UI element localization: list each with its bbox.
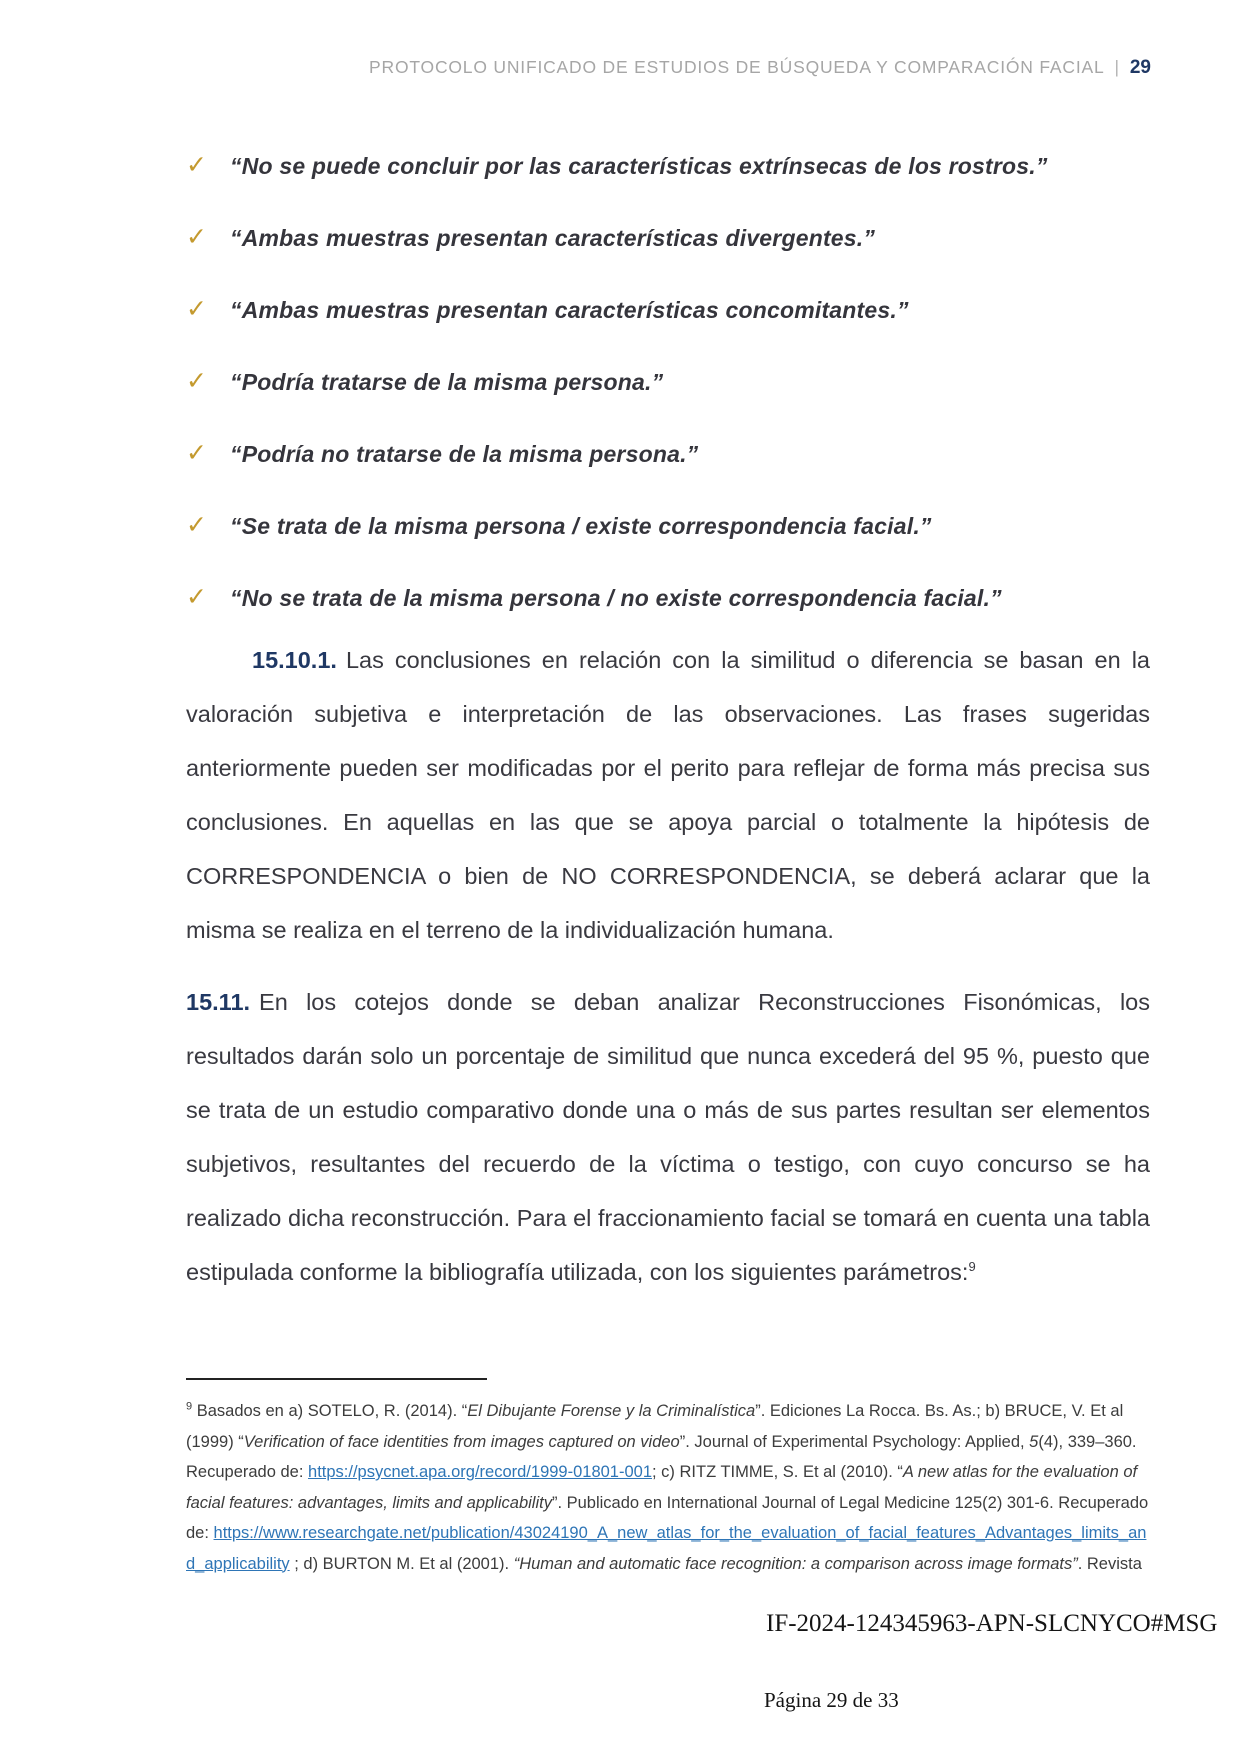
- footnote-italic-text: El Dibujante Forense y la Criminalística: [467, 1402, 756, 1420]
- header-separator: |: [1114, 57, 1120, 77]
- paragraph-15-10-1: [186, 633, 1150, 957]
- checklist-item-text: “Podría no tratarse de la misma persona.”: [230, 441, 699, 467]
- checkmark-icon: ✓: [186, 223, 207, 251]
- checklist-item: [186, 584, 1150, 612]
- footnote-text: ; c) RITZ TIMME, S. Et al (2010). “: [652, 1463, 903, 1481]
- checkmark-icon: ✓: [186, 151, 207, 179]
- paragraph-15-11: [186, 975, 1150, 1299]
- checkmark-icon: ✓: [186, 583, 207, 611]
- footnote-italic-text: “Human and automatic face recognition: a comparison across image formats”: [513, 1554, 1078, 1573]
- footnote-text: ; d) BURTON M. Et al (2001).: [289, 1554, 514, 1573]
- footnote-italic-text: 5: [1029, 1432, 1039, 1451]
- checklist-item: [186, 512, 1150, 540]
- footnote-marker: 9: [186, 1400, 193, 1413]
- checklist-item-text: “No se puede concluir por las características extrínsecas de los rostros.”: [230, 153, 1048, 179]
- footnote-text: ”. Ediciones La Rocca. Bs. As.; b) BRUCE, V. Et al (1999) “: [186, 1402, 1124, 1451]
- record-id-stamp: IF-2024-124345963-APN-SLCNYCO#MSG: [766, 1610, 1218, 1637]
- footnote-separator-rule: [186, 1378, 487, 1380]
- checklist-item: [186, 368, 1150, 396]
- checklist-item-text: “Ambas muestras presentan características concomitantes.”: [230, 297, 909, 323]
- checklist-item-text: “No se trata de la misma persona / no existe correspondencia facial.”: [230, 585, 1002, 611]
- paragraph-text: Las conclusiones en relación con la similitud o diferencia se basan en la valoración subjetiva e interpretación de las observaciones. Las frases sugeridas anteriormente pueden ser modificadas por el perito para reflejar de forma más precisa sus conclusiones. En aquellas en las que se apoya parcial o totalmente la hipótesis de CORRESPONDENCIA o bien de NO CORRESPONDENCIA, se deberá aclarar que la misma se realiza en el terreno de la individualización humana.: [186, 647, 1150, 943]
- checklist-item: [186, 440, 1150, 468]
- checkmark-icon: ✓: [186, 439, 207, 467]
- page-number-label: Página 29 de 33: [764, 1688, 899, 1712]
- checklist-item-text: “Ambas muestras presentan características divergentes.”: [230, 225, 876, 251]
- footnote-text: . Revista: [1077, 1554, 1142, 1573]
- footnote-9: [186, 1396, 1150, 1579]
- checklist-item-text: “Podría tratarse de la misma persona.”: [230, 369, 664, 395]
- conclusions-checklist: [186, 152, 1150, 656]
- section-number: 15.10.1.: [252, 647, 337, 673]
- header-page-number: 29: [1129, 57, 1151, 78]
- page-header: [369, 57, 1151, 79]
- footnote-reference: 9: [968, 1259, 976, 1275]
- footnote-text: (4), 339–360. Recuperado de:: [186, 1432, 1137, 1481]
- footnote-italic-text: Verification of face identities from images captured on video: [243, 1432, 680, 1451]
- footnote-text: ”. Journal of Experimental Psychology: Applied,: [679, 1432, 1030, 1451]
- checklist-item: [186, 152, 1150, 180]
- checklist-item-text: “Se trata de la misma persona / existe correspondencia facial.”: [230, 513, 932, 539]
- footnote-link[interactable]: https://psycnet.apa.org/record/1999-01801-001: [308, 1463, 652, 1481]
- header-title: PROTOCOLO UNIFICADO DE ESTUDIOS DE BÚSQUEDA Y COMPARACIÓN FACIAL: [369, 57, 1105, 77]
- checklist-item: [186, 224, 1150, 252]
- checklist-item: [186, 296, 1150, 324]
- checkmark-icon: ✓: [186, 295, 207, 323]
- footnote-italic-text: A new atlas for the evaluation of facial features: advantages, limits and applicability: [186, 1463, 1138, 1512]
- footnote-link[interactable]: https://www.researchgate.net/publication/43024190_A_new_atlas_for_the_evaluation_of_facial_features_Advantages_limits_and_applicability: [186, 1524, 1147, 1573]
- checkmark-icon: ✓: [186, 511, 207, 539]
- footnote-text: ”. Publicado en International Journal of Legal Medicine 125(2) 301-6. Recuperado de:: [186, 1493, 1149, 1542]
- checkmark-icon: ✓: [186, 367, 207, 395]
- section-number: 15.11.: [186, 989, 251, 1015]
- paragraph-text: En los cotejos donde se deban analizar Reconstrucciones Fisonómicas, los resultados darán solo un porcentaje de similitud que nunca excederá del 95 %, puesto que se trata de un estudio comparativo donde una o más de sus partes resultan ser elementos subjetivos, resultantes del recuerdo de la víctima o testigo, con cuyo concurso se ha realizado dicha reconstrucción. Para el fraccionamiento facial se tomará en cuenta una tabla estipulada conforme la bibliografía utilizada, con los siguientes parámetros:: [186, 989, 1150, 1285]
- footnote-text: Basados en a) SOTELO, R. (2014). “: [192, 1402, 468, 1420]
